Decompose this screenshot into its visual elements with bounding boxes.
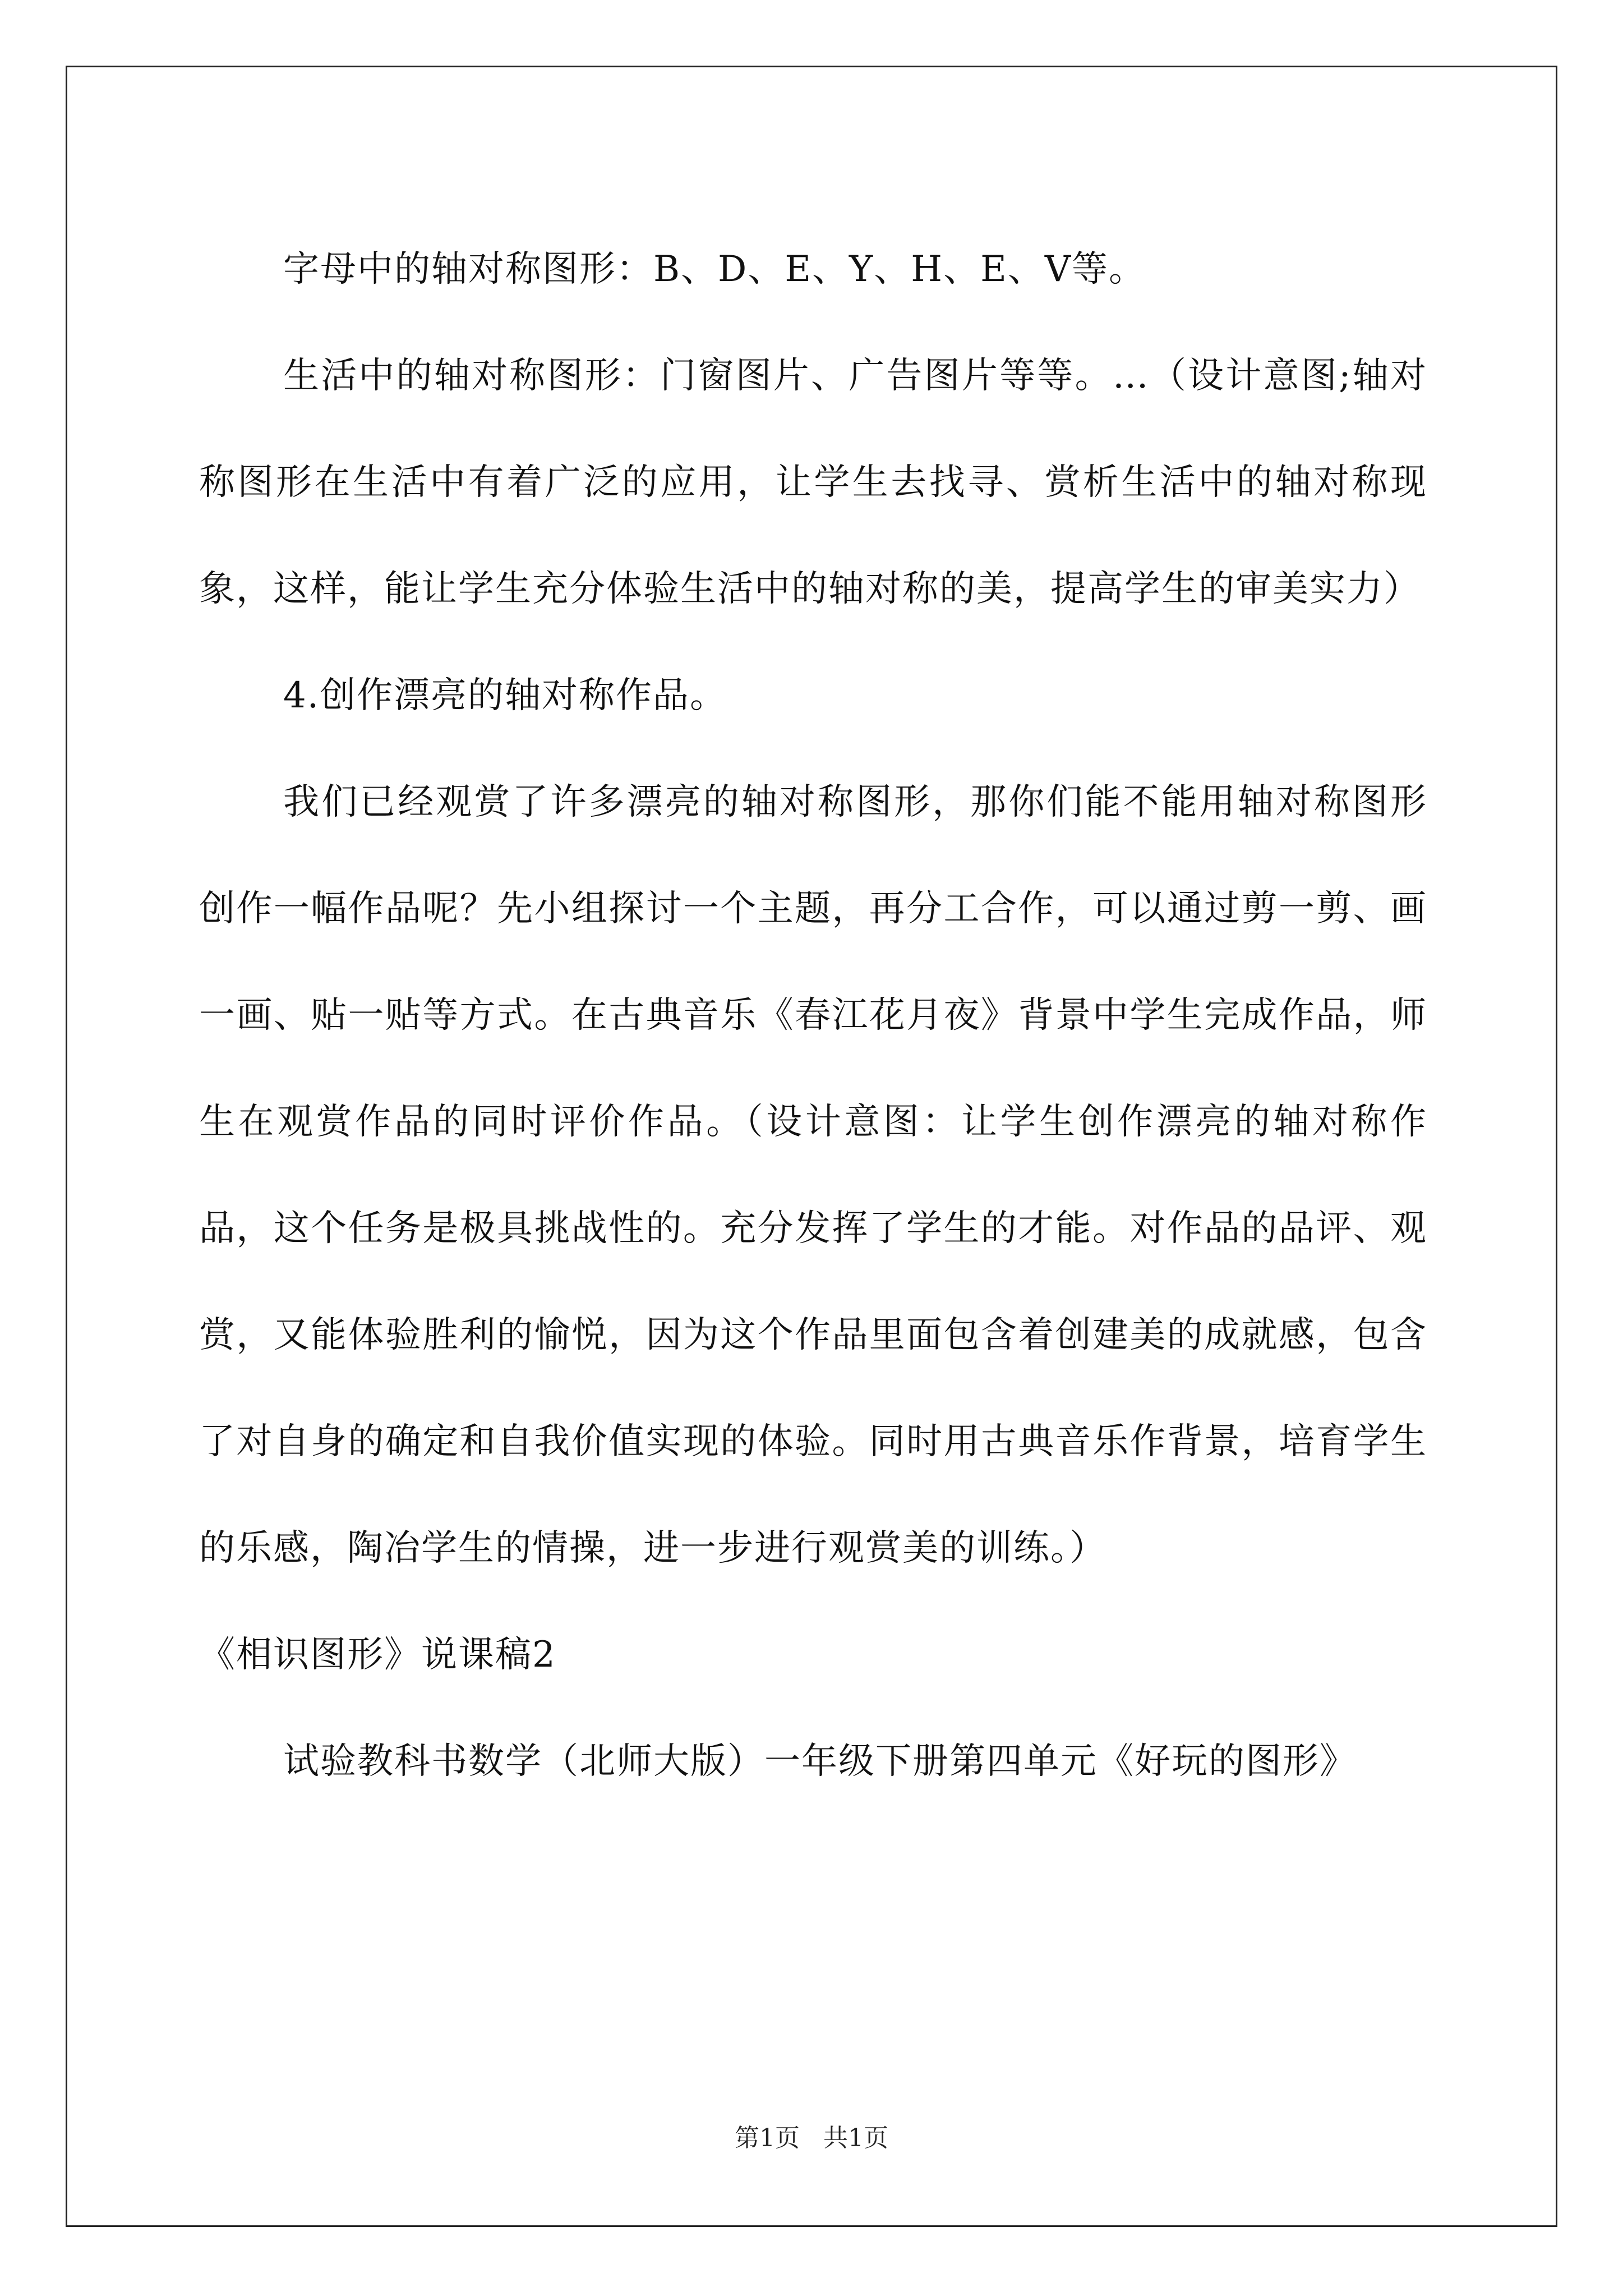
paragraph-letters: 字母中的轴对称图形：B、D、E、Y、H、E、V等。 — [283, 249, 1146, 290]
page-number: 第1页 — [735, 2124, 800, 2152]
page-footer — [0, 2118, 1623, 2154]
section-heading: 《相识图形》说课稿2 — [199, 1634, 556, 1676]
paragraph-step-4: 4.创作漂亮的轴对称作品。 — [283, 675, 727, 716]
paragraph-textbook: 试验教科书数学（北师大版）一年级下册第四单元《好玩的图形》 — [283, 1741, 1357, 1782]
document-body — [199, 216, 1427, 1815]
paragraph-creation: 我们已经观赏了许多漂亮的轴对称图形，那你们能不能用轴对称图形创作一幅作品呢？先小组探讨一个主题，再分工合作，可以通过剪一剪、画一画、贴一贴等方式。在古典音乐《春江花月夜》背景中学生完成作品，师生在观赏作品的同时评价作品。（设计意图：让学生创作漂亮的轴对称作品，这个任务是极具挑战性的。充分发挥了学生的才能。对作品的品评、观赏，又能体验胜利的愉悦，因为这个作品里面包含着创建美的成就感，包含了对自身的确定和自我价值实现的体验。同时用古典音乐作背景，培育学生的乐感，陶冶学生的情操，进一步进行观赏美的训练。） — [199, 781, 1427, 1569]
page-total: 共1页 — [823, 2124, 888, 2152]
paragraph-life-examples: 生活中的轴对称图形：门窗图片、广告图片等等。…（设计意图;轴对称图形在生活中有着广泛的应用，让学生去找寻、赏析生活中的轴对称现象，这样，能让学生充分体验生活中的轴对称的美，提高学生的审美实力） — [199, 355, 1427, 610]
